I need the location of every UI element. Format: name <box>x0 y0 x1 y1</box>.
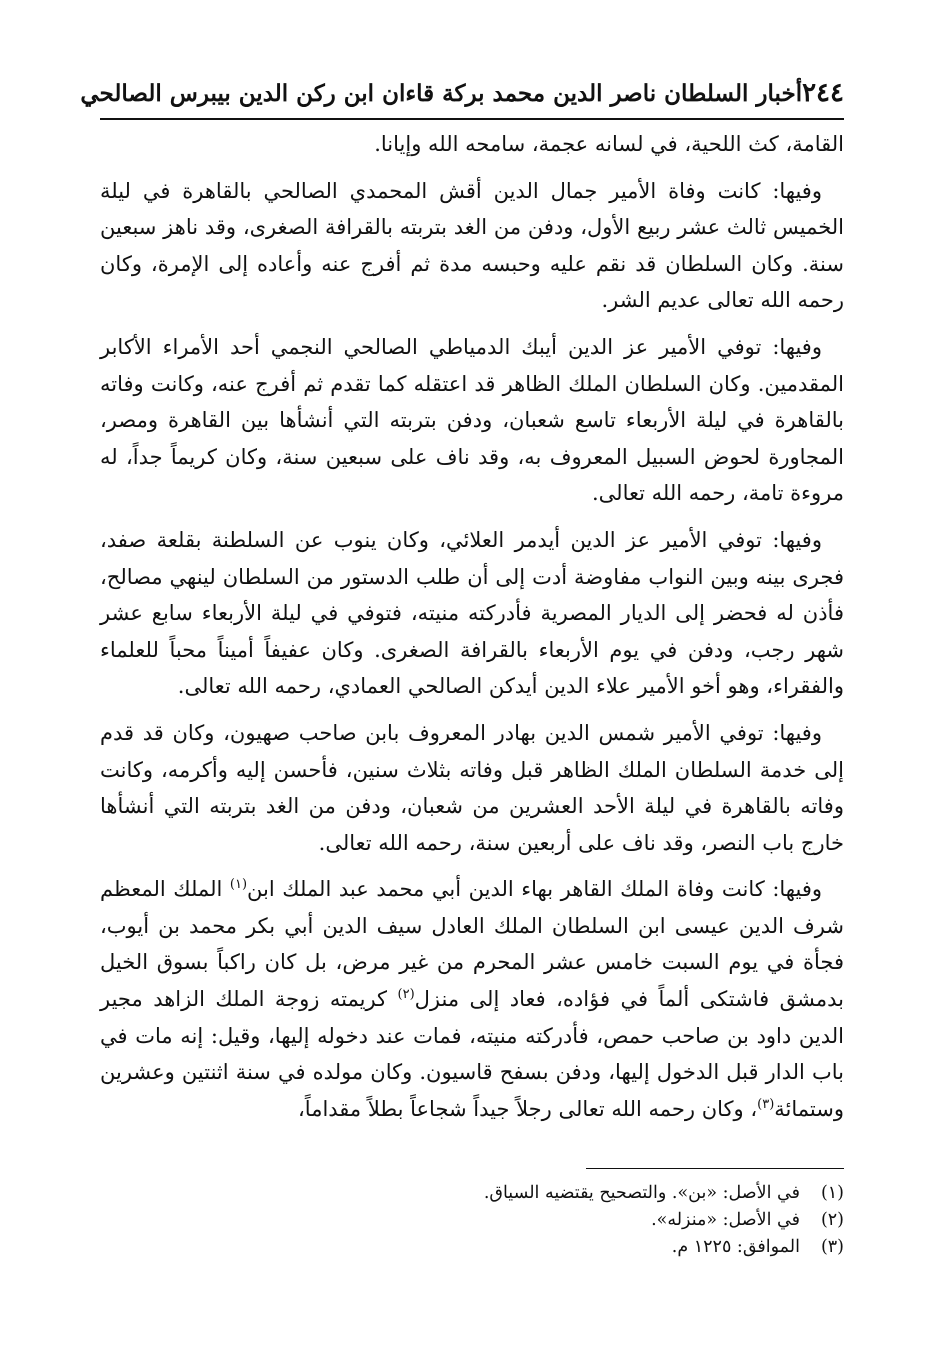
paragraph: القامة، كث اللحية، في لسانه عجمة، سامحه الله وإيانا. <box>374 132 844 156</box>
footnote <box>100 1180 844 1207</box>
footnote-text: في الأصل: «منزله». <box>651 1210 800 1230</box>
paragraph-text: وفيها: كانت وفاة الملك القاهر بهاء الدين أبي محمد عبد الملك ابن <box>247 877 823 902</box>
running-title: أخبار السلطان ناصر الدين محمد بركة قاءان ابن ركن الدين بيبرس الصالحي <box>80 79 803 107</box>
footnote-text: في الأصل: «بن». والتصحيح يقتضيه السياق. <box>483 1183 800 1203</box>
main-text <box>100 126 844 1137</box>
paragraph: وفيها: توفي الأمير عز الدين أيبك الدمياطي الصالحي النجمي أحد الأمراء الأكابر المقدمين. وكان السلطان الملك الظاهر قد اعتقله كما تقدم ثم أفرج عنه، وكانت وفاته بالقاهرة في ليلة الأربعاء تاسع شعبان، ودفن بتربته التي أنشأها بين القاهرة ومصر، المجاورة لحوض السبيل المعروف به، وقد ناف على سبعين سنة، وكان كريماً جداً، له مروءة تامة، رحمه الله تعالى. <box>100 334 844 506</box>
paragraph: وفيها: توفي الأمير عز الدين أيدمر العلائي، وكان ينوب عن السلطنة بقلعة صفد، فجرى بينه وبين النواب مفاوضة أدت إلى أن طلب الدستور من السلطان لينهي مصالح، فأذن له فحضر إلى الديار المصرية فأدركته منيته، فتوفي في ليلة الأربعاء سابع عشر شهر رجب، ودفن في يوم الأربعاء بالقرافة الصغرى. وكان عفيفاً أميناً محباً للعلماء والفقراء، وهو أخو الأمير علاء الدين أيدكن الصالحي العمادي، رحمه الله تعالى. <box>100 527 844 699</box>
paragraph-text: ، وكان رحمه الله تعالى رجلاً جيداً شجاعاً بطلاً مقداماً، <box>298 1096 758 1121</box>
footnotes <box>100 1180 844 1261</box>
footnote-separator <box>586 1168 844 1169</box>
paragraph <box>100 871 844 1127</box>
footnote <box>100 1234 844 1261</box>
paragraph-text: كريمته زوجة الملك الزاهد مجير الدين داود بن صاحب حمص، فأدركته منيته، فمات عند دخوله إليها، وقيل: إنه مات في باب الدار قبل الدخول إليها، ودفن بسفح قاسيون. وكان مولده في سنة اثنتين وعشرين وستمائة <box>100 987 844 1121</box>
footnote-marker: (٢) <box>397 987 415 1003</box>
footnote-marker: (٣) <box>757 1096 775 1112</box>
paragraph: وفيها: كانت وفاة الأمير جمال الدين أقش المحمدي الصالحي بالقاهرة في ليلة الخميس ثالث عشر ربيع الأول، ودفن من الغد بتربته بالقرافة الصغرى، وقد ناهز سبعين سنة. وكان السلطان قد نقم عليه وحبسه مدة ثم أفرج عنه وأعاده إلى الإمرة، وكان رحمه الله تعالى عديم الشر. <box>100 178 844 313</box>
footnote-text: الموافق: ١٢٢٥ م. <box>671 1237 800 1257</box>
page-number: ٢٤٤ <box>802 78 844 108</box>
paragraph: وفيها: توفي الأمير شمس الدين بهادر المعروف بابن صاحب صهيون، وكان قد قدم إلى خدمة السلطان الملك الظاهر قبل وفاته بثلاث سنين، فأحسن إليه وأكرمه، وكانت وفاته بالقاهرة في ليلة الأحد العشرين من شعبان، ودفن من الغد بتربته التي أنشأها خارج باب النصر، وقد ناف على أربعين سنة، رحمه الله تعالى. <box>100 720 844 855</box>
footnote-number: (٢) <box>820 1210 844 1230</box>
footnote-number: (١) <box>820 1183 844 1203</box>
footnote-number: (٣) <box>820 1237 844 1257</box>
footnote <box>100 1207 844 1234</box>
footnote-marker: (١) <box>229 877 248 893</box>
page-header <box>80 68 844 120</box>
paragraph-text: الملك المعظم شرف الدين عيسى ابن السلطان الملك العادل سيف الدين أبي بكر محمد بن أيوب، فجأة في يوم السبت خامس عشر المحرم من غير مرض، بل كان راكباً بسوق الخيل بدمشق فاشتكى ألماً في فؤاده، فعاد إلى منزل <box>100 877 844 1012</box>
